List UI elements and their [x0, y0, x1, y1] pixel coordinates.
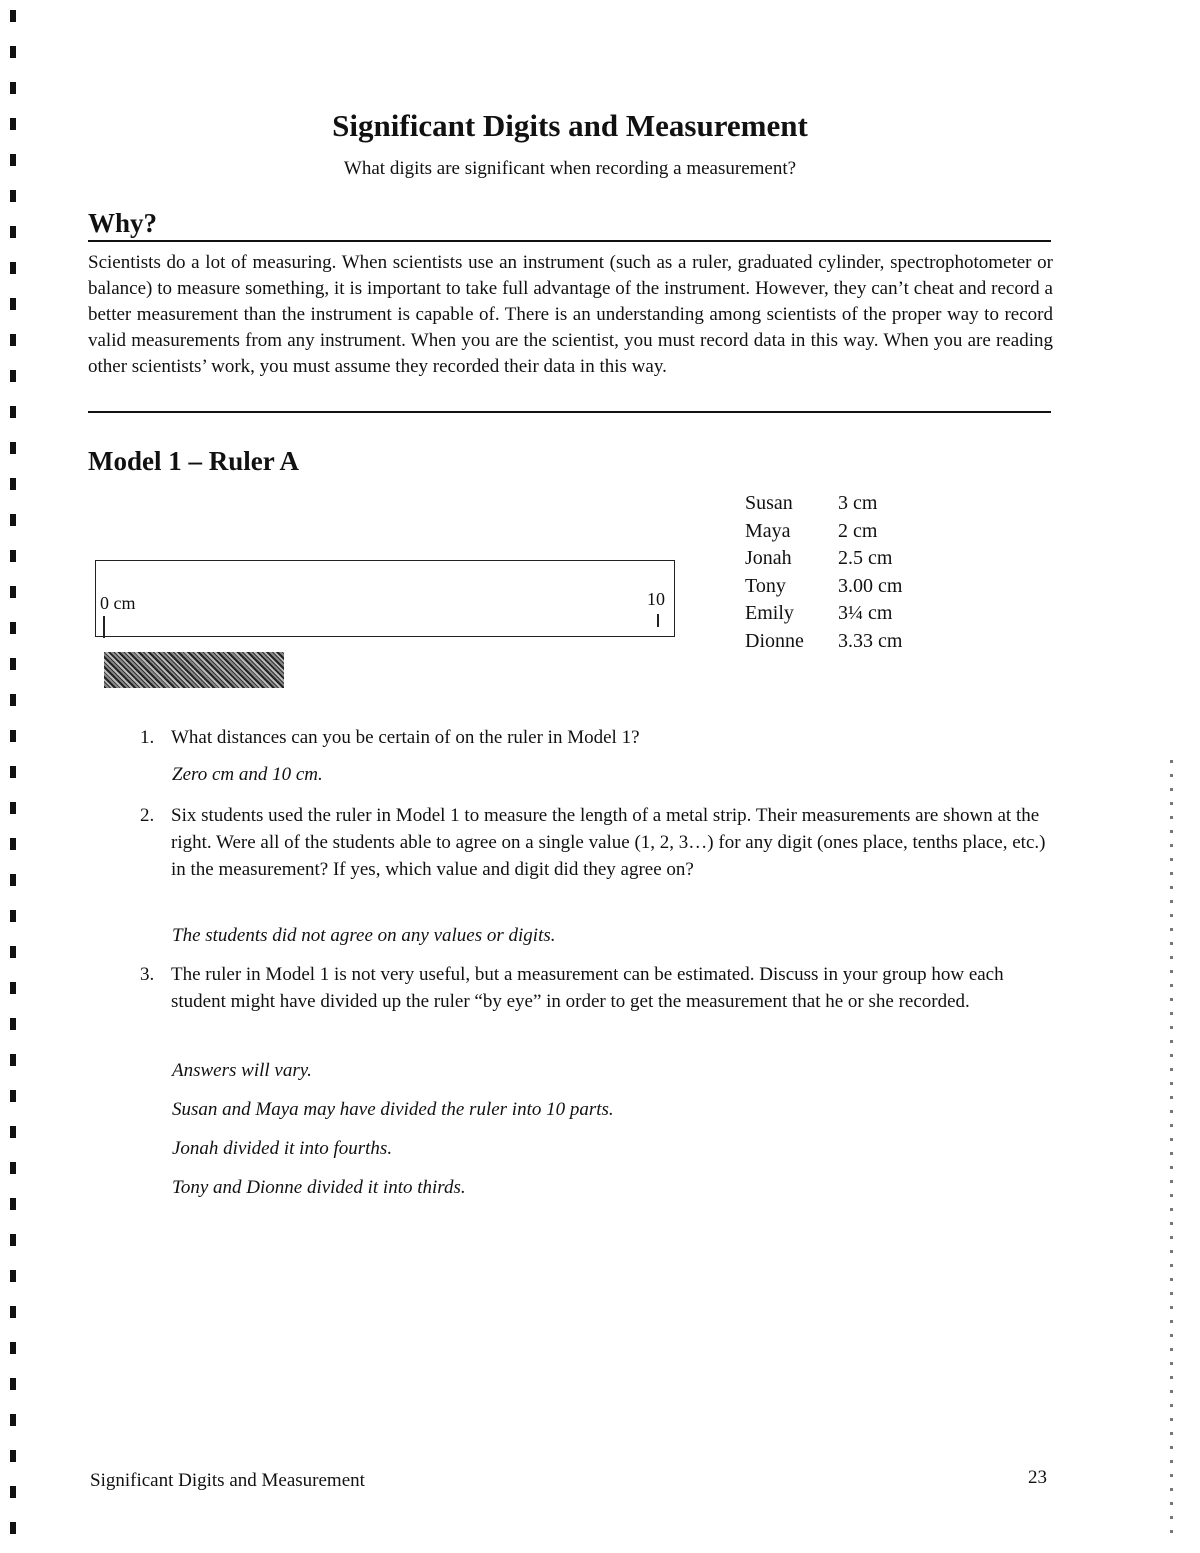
why-bottom-rule — [88, 411, 1051, 413]
binder-hole-marks — [10, 10, 16, 1540]
answer-2: The students did not agree on any values or digits. — [172, 925, 556, 946]
student-name: Dionne — [745, 629, 804, 652]
ruler-label-start: 0 cm — [100, 593, 136, 613]
why-heading: Why? — [88, 208, 158, 238]
student-name: Susan — [745, 492, 793, 514]
question-text: Six students used the ruler in Model 1 to measure the length of a metal strip. Their measurements are shown at the right. Were all of the students able to agree on a single value (1, 2, 3…) for any digit (ones place, tenths place, etc.) in the measurement? If yes, which value and digit did they agree on? — [171, 805, 1046, 880]
student-measurement: 3¼ cm — [838, 602, 893, 624]
scan-edge-dots — [1170, 760, 1173, 1540]
answer-3-line-3: Jonah divided it into fourths. — [172, 1138, 393, 1159]
student-name: Emily — [745, 602, 794, 624]
page-number: 23 — [1028, 1467, 1047, 1488]
question-1 — [140, 724, 1055, 751]
ruler-tick-start — [103, 616, 105, 638]
why-paragraph: Scientists do a lot of measuring. When scientists use an instrument (such as a ruler, graduated cylinder, spectrophotometer or balance) to measure something, it is important to take full advantage of the instrument. However, they can’t cheat and record a better measurement than the instrument is capable of. There is an understanding among scientists of the proper way to record valid measurements from any instrument. When you are the scientist, you must record data in this way. When you are reading other scientists’ work, you must assume they recorded their data in this way. — [88, 252, 1053, 377]
question-text: The ruler in Model 1 is not very useful, but a measurement can be estimated. Discuss in your group how each student might have divided up the ruler “by eye” in order to get the measurement that he or she recorded. — [171, 964, 1004, 1012]
measurement-row — [745, 628, 902, 656]
why-top-rule — [88, 240, 1051, 242]
question-number: 3. — [140, 964, 155, 985]
measurement-row — [745, 600, 902, 628]
ruler-tick-end — [657, 614, 659, 627]
student-name: Maya — [745, 519, 791, 542]
ruler-label-end: 10 — [647, 589, 665, 609]
measurement-row — [745, 573, 902, 601]
answer-3-line-4: Tony and Dionne divided it into thirds. — [172, 1177, 466, 1198]
page-subtitle: What digits are significant when recording a measurement? — [343, 158, 797, 179]
question-number: 2. — [140, 805, 155, 826]
ruler-a — [95, 560, 675, 637]
footer-title: Significant Digits and Measurement — [90, 1470, 365, 1491]
student-name: Jonah — [745, 547, 792, 569]
question-number: 1. — [140, 727, 155, 748]
page-title: Significant Digits and Measurement — [332, 108, 808, 143]
measurement-row — [745, 545, 902, 573]
answer-3-line-1: Answers will vary. — [172, 1060, 312, 1081]
question-2 — [140, 802, 1055, 883]
student-name: Tony — [745, 574, 786, 597]
measurement-row — [745, 518, 902, 546]
student-measurement: 3.00 cm — [838, 574, 903, 597]
question-3 — [140, 961, 1055, 1015]
model-heading: Model 1 – Ruler A — [88, 446, 299, 476]
answer-1: Zero cm and 10 cm. — [172, 764, 323, 785]
student-measurement: 3 cm — [838, 492, 878, 514]
question-text: What distances can you be certain of on the ruler in Model 1? — [171, 727, 640, 748]
measurements-table — [745, 490, 902, 655]
redacted-block — [104, 652, 284, 688]
measurement-row — [745, 490, 902, 518]
answer-3-line-2: Susan and Maya may have divided the ruler into 10 parts. — [172, 1099, 614, 1120]
student-measurement: 3.33 cm — [838, 629, 903, 652]
student-measurement: 2 cm — [838, 519, 878, 542]
student-measurement: 2.5 cm — [838, 547, 893, 569]
